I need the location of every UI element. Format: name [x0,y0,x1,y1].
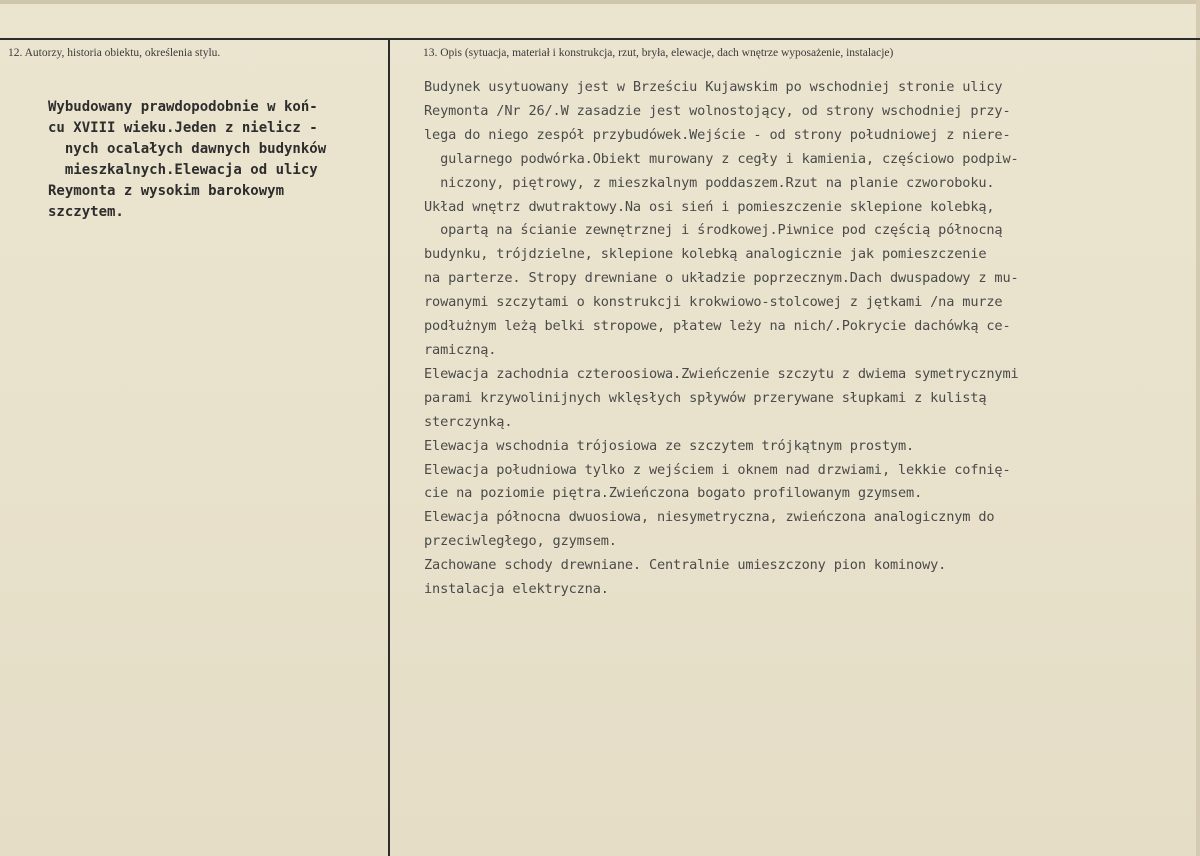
sheet-right-edge [1196,0,1200,856]
horizontal-rule [0,38,1200,40]
column-divider [388,38,390,856]
description-line: Budynek usytuowany jest w Brześciu Kujawskim po wschodniej stronie ulicy [424,79,1003,95]
history-line: cu XVIII wieku.Jeden z nielicz - [48,120,318,136]
description-line: opartą na ścianie zewnętrznej i środkowej.Piwnice pod częścią północną [424,222,1003,239]
description-line: niczony, piętrowy, z mieszkalnym poddaszem.Rzut na planie czworoboku. [424,174,995,191]
field-13-label: 13. Opis (sytuacja, materiał i konstrukcja, rzut, bryła, elewacje, dach wnętrze wyposażenie, instalacje) [423,47,894,59]
history-line: mieszkalnych.Elewacja od ulicy [48,162,318,178]
description-line: budynku, trójdzielne, sklepione kolebką analogicznie jak pomieszczenie [424,246,987,263]
history-line: Wybudowany prawdopodobnie w koń- [48,99,318,115]
description-line: Elewacja północna dwuosiowa, niesymetryczna, zwieńczona analogicznym do [424,509,995,526]
description-line: lega do niego zespół przybudówek.Wejście - od strony południowej z niere- [424,126,1011,143]
description-line: rowanymi szczytami o konstrukcji krokwiowo-stolcowej z jętkami /na murze [424,294,1003,311]
description-line: Elewacja zachodnia czteroosiowa.Zwieńczenie szczytu z dwiema symetrycznymi [424,365,1019,382]
sheet-top-edge [0,0,1200,4]
field-12-label: 12. Autorzy, historia obiektu, określenia stylu. [8,47,221,59]
description-line: gularnego podwórka.Obiekt murowany z cegły i kamienia, częściowo podpiw- [424,150,1019,167]
description-line: Reymonta /Nr 26/.W zasadzie jest wolnostojący, od strony wschodniej przy- [424,102,1011,119]
description-line: sterczynką. [424,413,513,430]
description-line: Układ wnętrz dwutraktowy.Na osi sień i pomieszczenie sklepione kolebką, [424,198,995,215]
description-line: podłużnym leżą belki stropowe, płatew leży na nich/.Pokrycie dachówką ce- [424,318,1011,335]
description-line: parami krzywolinijnych wklęsłych spływów przerywane słupkami z kulistą [424,389,987,406]
description-line: na parterze. Stropy drewniane o układzie poprzecznym.Dach dwuspadowy z mu- [424,270,1019,287]
history-text [48,97,378,223]
description-line: ramiczną. [424,341,497,358]
description-line: Zachowane schody drewniane. Centralnie umieszczony pion kominowy. [424,557,947,574]
description-line: Elewacja południowa tylko z wejściem i oknem nad drzwiami, lekkie cofnię- [424,461,1011,478]
history-line: Reymonta z wysokim barokowym [48,183,285,199]
history-line: szczytem. [48,204,124,220]
description-line: instalacja elektryczna. [424,581,609,598]
description-line: cie na poziomie piętra.Zwieńczona bogato profilowanym gzymsem. [424,485,923,502]
description-line: przeciwległego, gzymsem. [424,533,617,550]
history-line: nych ocalałych dawnych budynków [48,141,327,157]
description-text [424,76,1194,602]
description-line: Elewacja wschodnia trójosiowa ze szczytem trójkątnym prostym. [424,437,915,454]
